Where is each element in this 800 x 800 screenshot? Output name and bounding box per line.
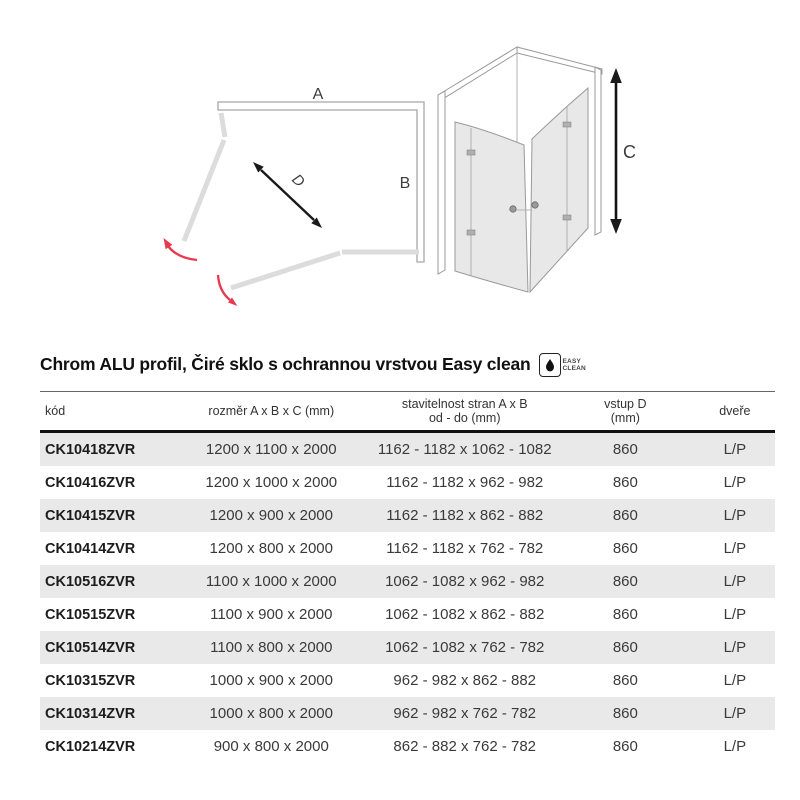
top-view-diagram <box>145 70 455 320</box>
cell-doors: L/P <box>723 738 747 755</box>
easy-clean-line2: CLEAN <box>562 365 586 372</box>
cell-code: CK10414ZVR <box>45 540 136 557</box>
easy-clean-badge <box>539 353 586 377</box>
label-side-a: A <box>312 86 324 103</box>
perspective-diagram <box>430 42 642 302</box>
cell-dimension: 1200 x 1000 x 2000 <box>205 474 338 491</box>
cell-adjustability: 962 - 982 x 762 - 782 <box>393 705 537 722</box>
wall-frame <box>218 102 424 262</box>
hinge-icon <box>467 150 475 155</box>
cell-code: CK10315ZVR <box>45 672 136 689</box>
cell-entry: 860 <box>612 738 638 755</box>
table-row <box>40 499 775 532</box>
door-knob-icon <box>532 202 538 208</box>
cell-entry: 860 <box>612 441 638 458</box>
cell-code: CK10314ZVR <box>45 705 136 722</box>
cell-doors: L/P <box>723 639 747 656</box>
col-header-adjustability <box>373 392 556 432</box>
col-header-dimension: rozměr A x B x C (mm) <box>208 404 335 418</box>
cell-dimension: 1000 x 900 x 2000 <box>209 672 333 689</box>
table-row <box>40 631 775 664</box>
cell-dimension: 1100 x 900 x 2000 <box>210 606 333 623</box>
page-title: Chrom ALU profil, Čiré sklo s ochrannou vrstvou Easy clean <box>40 354 531 374</box>
hinge-icon <box>563 215 571 220</box>
cell-adjustability: 1162 - 1182 x 862 - 882 <box>386 507 544 524</box>
cell-entry: 860 <box>612 606 638 623</box>
cell-doors: L/P <box>723 606 747 623</box>
table-row <box>40 532 775 565</box>
table-row <box>40 697 775 730</box>
cell-adjustability: 1062 - 1082 x 962 - 982 <box>385 573 545 590</box>
arrowhead-icon <box>164 238 173 249</box>
cell-dimension: 1200 x 800 x 2000 <box>209 540 333 557</box>
adjustability-line2: od - do (mm) <box>428 411 501 425</box>
cell-code: CK10514ZVR <box>45 639 136 656</box>
cell-code: CK10415ZVR <box>45 507 136 524</box>
cell-code: CK10516ZVR <box>45 573 136 590</box>
product-table <box>40 391 775 763</box>
hinge-icon <box>467 230 475 235</box>
entry-line1: vstup D <box>604 397 647 411</box>
cell-entry: 860 <box>612 573 638 590</box>
cell-adjustability: 962 - 982 x 862 - 882 <box>393 672 537 689</box>
door-open-bottom <box>231 253 340 288</box>
table-body <box>40 432 775 764</box>
cell-dimension: 900 x 800 x 2000 <box>213 738 329 755</box>
left-wall-panel <box>438 91 445 274</box>
cell-doors: L/P <box>723 540 747 557</box>
cell-code: CK10418ZVR <box>45 441 136 458</box>
door-open-left <box>184 140 224 241</box>
door-swing-arrow-bottom <box>218 275 230 300</box>
top-frame-left <box>438 47 517 100</box>
cell-doors: L/P <box>723 573 747 590</box>
cell-code: CK10214ZVR <box>45 738 136 755</box>
cell-adjustability: 1162 - 1182 x 1062 - 1082 <box>377 441 552 458</box>
table-row <box>40 598 775 631</box>
droplet-icon <box>539 353 561 377</box>
cell-entry: 860 <box>612 672 638 689</box>
title-row <box>40 351 775 377</box>
cell-adjustability: 1062 - 1082 x 862 - 882 <box>385 606 545 623</box>
cell-dimension: 1100 x 1000 x 2000 <box>205 573 337 590</box>
cell-adjustability: 862 - 882 x 762 - 782 <box>393 738 537 755</box>
entry-line2: (mm) <box>610 411 640 425</box>
arrowhead-icon <box>610 68 622 83</box>
adjustability-line1: stavitelnost stran A x B <box>401 397 528 411</box>
label-height-c: C <box>623 142 636 162</box>
table-row <box>40 730 775 763</box>
cell-entry: 860 <box>612 540 638 557</box>
table-row <box>40 432 775 467</box>
col-header-doors: dveře <box>719 404 751 418</box>
cell-entry: 860 <box>612 507 638 524</box>
cell-entry: 860 <box>612 705 638 722</box>
cell-adjustability: 1162 - 1182 x 762 - 782 <box>386 540 544 557</box>
right-door-panel <box>530 88 588 292</box>
cell-dimension: 1200 x 900 x 2000 <box>209 507 333 524</box>
arrowhead-icon <box>610 219 622 234</box>
cell-entry: 860 <box>612 474 638 491</box>
left-door-panel <box>455 122 528 292</box>
cell-doors: L/P <box>723 672 747 689</box>
col-header-code: kód <box>45 404 66 418</box>
table-row <box>40 565 775 598</box>
cell-code: CK10515ZVR <box>45 606 136 623</box>
cell-doors: L/P <box>723 474 747 491</box>
cell-entry: 860 <box>612 639 638 656</box>
cell-adjustability: 1062 - 1082 x 762 - 782 <box>385 639 545 656</box>
door-pivot-segment <box>221 113 225 137</box>
easy-clean-line1: EASY <box>562 358 582 365</box>
door-knob-icon <box>510 206 516 212</box>
cell-dimension: 1200 x 1100 x 2000 <box>205 441 337 458</box>
door-swing-arrow-left <box>168 246 197 260</box>
table-row <box>40 466 775 499</box>
cell-dimension: 1100 x 800 x 2000 <box>210 639 333 656</box>
hinge-icon <box>563 122 571 127</box>
cell-dimension: 1000 x 800 x 2000 <box>209 705 333 722</box>
right-wall-panel <box>595 67 601 235</box>
cell-code: CK10416ZVR <box>45 474 136 491</box>
label-side-b: B <box>399 175 411 192</box>
table-header <box>40 392 775 432</box>
top-frame-right <box>517 47 602 74</box>
label-entry-d: D <box>288 170 308 191</box>
diagrams <box>0 0 800 345</box>
cell-doors: L/P <box>723 507 747 524</box>
cell-doors: L/P <box>723 705 747 722</box>
cell-adjustability: 1162 - 1182 x 962 - 982 <box>386 474 544 491</box>
cell-doors: L/P <box>723 441 747 458</box>
easy-clean-label <box>563 358 586 372</box>
col-header-entry <box>556 392 695 432</box>
table-row <box>40 664 775 697</box>
